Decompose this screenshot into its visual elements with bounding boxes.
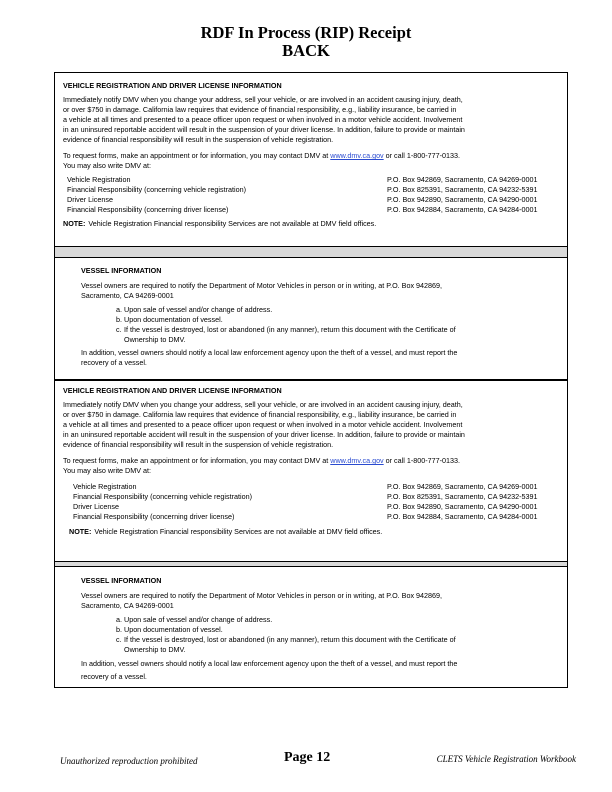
footer-notice: Unauthorized reproduction prohibited (60, 756, 198, 766)
address-row: Vehicle Registration P.O. Box 942869, Sacramento, CA 94269-0001 (67, 175, 538, 184)
address-row: Financial Responsibility (concerning vehicle registration) P.O. Box 825391, Sacramento, CA 94232-5391 (67, 185, 538, 194)
vehicle-para-line: evidence of financial responsibility will result in the suspension of vehicle registration. (63, 135, 334, 144)
list-item-cont: Ownership to DMV. (124, 645, 186, 654)
vehicle-heading: VEHICLE REGISTRATION AND DRIVER LICENSE INFORMATION (63, 81, 282, 90)
vessel-list (81, 615, 553, 655)
title-line-1: RDF In Process (RIP) Receipt (200, 23, 412, 42)
address-row: Driver License P.O. Box 942890, Sacramento, CA 94290-0001 (73, 502, 538, 511)
vessel-info-block-1 (54, 257, 568, 380)
page-footer (0, 750, 612, 770)
address-row: Vehicle Registration P.O. Box 942869, Sacramento, CA 94269-0001 (73, 482, 538, 491)
page-title (0, 24, 612, 60)
separator-band (54, 247, 568, 257)
vessel-intro-line: Vessel owners are required to notify the Department of Motor Vehicles in person or in writing, at P.O. Box 942869, (81, 591, 443, 600)
workbook-title: CLETS Vehicle Registration Workbook (436, 754, 576, 764)
vehicle-para-line: evidence of financial responsibility will result in the suspension of vehicle registration. (63, 440, 334, 449)
list-item: c. If the vessel is destroyed, lost or abandoned (in any manner), return this document with the Certificate of (116, 635, 456, 644)
vehicle-para-line: a vehicle at all times and presented to a peace officer upon request or when involved in a motor vehicle accident. Involvement (63, 420, 463, 429)
vehicle-info-block-1 (54, 72, 568, 247)
address-row: Driver License P.O. Box 942890, Sacramento, CA 94290-0001 (67, 195, 538, 204)
list-item: b. Upon documentation of vessel. (116, 315, 223, 324)
vessel-heading: VESSEL INFORMATION (81, 576, 162, 585)
vehicle-para-line: Immediately notify DMV when you change your address, sell your vehicle, or are involved in an accident causing injury, death, (63, 400, 463, 409)
vessel-intro-line: Sacramento, CA 94269-0001 (81, 601, 174, 610)
vessel-intro-line: Sacramento, CA 94269-0001 (81, 291, 174, 300)
vehicle-para-line: a vehicle at all times and presented to a peace officer upon request or when involved in a motor vehicle accident. Involvement (63, 115, 463, 124)
list-item: c. If the vessel is destroyed, lost or abandoned (in any manner), return this document with the Certificate of (116, 325, 456, 334)
contact-line: To request forms, make an appointment or for information, you may contact DMV at www.dmv.ca.gov or call 1-800-777-0133. (63, 151, 460, 160)
vehicle-heading: VEHICLE REGISTRATION AND DRIVER LICENSE INFORMATION (63, 386, 282, 395)
vessel-info-block-2 (54, 566, 568, 688)
vessel-intro-line: Vessel owners are required to notify the Department of Motor Vehicles in person or in writing, at P.O. Box 942869, (81, 281, 443, 290)
page-number: Page 12 (284, 750, 331, 765)
dmv-website-link[interactable]: www.dmv.ca.gov (330, 151, 384, 160)
vehicle-para-line: in an uninsured reportable accident will result in the suspension of your driver license. In addition, failure to provide or maintain (63, 430, 465, 439)
list-item: a. Upon sale of vessel and/or change of address. (116, 305, 273, 314)
vehicle-para-line: or over $750 in damage. California law requires that evidence of financial responsibility, e.g., liability insurance, be carried in (63, 410, 457, 419)
vessel-list (81, 305, 553, 345)
vessel-closing-line: In addition, vessel owners should notify a local law enforcement agency upon the theft of a vessel, and must report the (81, 348, 458, 357)
address-row: Financial Responsibility (concerning driver license) P.O. Box 942884, Sacramento, CA 94284-0001 (73, 512, 538, 521)
title-line-2: BACK (282, 41, 330, 60)
vessel-heading: VESSEL INFORMATION (81, 266, 162, 275)
vessel-closing-line: In addition, vessel owners should notify a local law enforcement agency upon the theft of a vessel, and must report the (81, 659, 458, 668)
address-row: Financial Responsibility (concerning vehicle registration) P.O. Box 825391, Sacramento, CA 94232-5391 (73, 492, 538, 501)
note-line: NOTE: Vehicle Registration Financial responsibility Services are not available at DMV field offices. (63, 219, 377, 228)
address-row: Financial Responsibility (concerning driver license) P.O. Box 942884, Sacramento, CA 94284-0001 (67, 205, 538, 214)
vehicle-info-block-2 (54, 380, 568, 562)
vessel-closing-line: recovery of a vessel. (81, 358, 147, 367)
note-line: NOTE: Vehicle Registration Financial responsibility Services are not available at DMV field offices. (69, 527, 383, 536)
vehicle-para-line: in an uninsured reportable accident will result in the suspension of your driver license. In addition, failure to provide or maintain (63, 125, 465, 134)
write-line: You may also write DMV at: (63, 161, 152, 170)
vehicle-para-line: Immediately notify DMV when you change your address, sell your vehicle, or are involved in an accident causing injury, death, (63, 95, 463, 104)
vessel-closing-line: recovery of a vessel. (81, 672, 147, 681)
contact-line: To request forms, make an appointment or for information, you may contact DMV at www.dmv.ca.gov or call 1-800-777-0133. (63, 456, 460, 465)
dmv-website-link[interactable]: www.dmv.ca.gov (330, 456, 384, 465)
list-item-cont: Ownership to DMV. (124, 335, 186, 344)
vehicle-para-line: or over $750 in damage. California law requires that evidence of financial responsibility, e.g., liability insurance, be carried in (63, 105, 457, 114)
write-line: You may also write DMV at: (63, 466, 152, 475)
list-item: b. Upon documentation of vessel. (116, 625, 223, 634)
list-item: a. Upon sale of vessel and/or change of address. (116, 615, 273, 624)
